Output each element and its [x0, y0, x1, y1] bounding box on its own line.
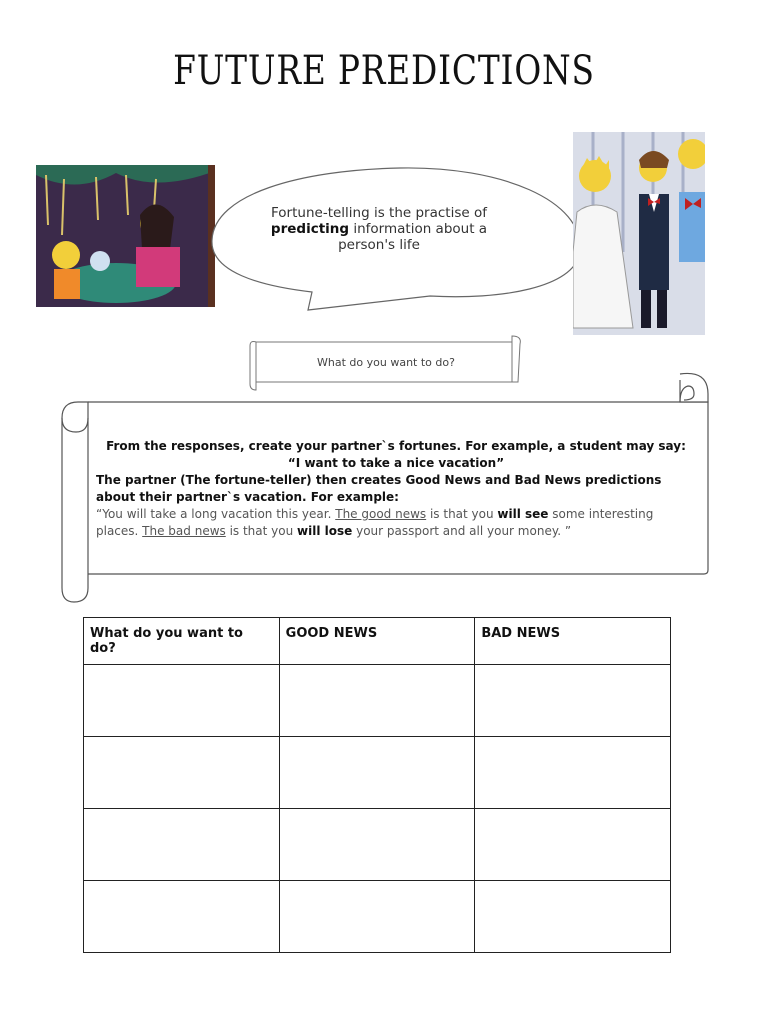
- table-cell[interactable]: [84, 665, 280, 737]
- bubble-bold-word: predicting: [270, 221, 350, 237]
- small-scroll-text: What do you want to do?: [317, 356, 455, 369]
- example-part-5: your passport and all your money. ”: [352, 524, 572, 538]
- table-row: [84, 737, 671, 809]
- example-part-4: is that you: [225, 524, 298, 538]
- table-header-row: [84, 618, 671, 665]
- example-will-see: will see: [497, 507, 549, 521]
- example-part-3: some interesting places.: [96, 507, 654, 538]
- bubble-line-2: information about a: [349, 221, 488, 237]
- table-cell[interactable]: [475, 881, 671, 953]
- table-row: [84, 665, 671, 737]
- fortune-teller-illustration: [36, 165, 215, 307]
- table-cell[interactable]: [84, 737, 280, 809]
- bubble-line-1: Fortune-telling is the practise of: [271, 205, 487, 221]
- table-cell[interactable]: [279, 737, 475, 809]
- header-good-news: GOOD NEWS: [279, 618, 475, 665]
- instructions-example: [96, 506, 696, 540]
- example-good-news: The good news: [335, 507, 427, 521]
- example-part-1: “You will take a long vacation this year.: [96, 507, 336, 521]
- header-bad-news: BAD NEWS: [475, 618, 671, 665]
- instructions-text: [96, 438, 696, 540]
- header-what-do-you-want: What do you want to do?: [84, 618, 280, 665]
- bubble-line-3: person's life: [338, 237, 420, 253]
- table-cell[interactable]: [475, 665, 671, 737]
- predictions-table: [83, 617, 671, 953]
- instructions-line-1: From the responses, create your partner`s fortunes. For example, a student may say:: [106, 439, 686, 453]
- table-cell[interactable]: [279, 665, 475, 737]
- page-title: FUTURE PREDICTIONS: [173, 48, 595, 94]
- wedding-illustration: [573, 132, 705, 335]
- table-row: [84, 809, 671, 881]
- table-cell[interactable]: [475, 737, 671, 809]
- table-cell[interactable]: [279, 881, 475, 953]
- instructions-line-2: “I want to take a nice vacation”: [287, 456, 505, 470]
- instructions-line-3: The partner (The fortune-teller) then creates Good News and Bad News predictions about their partner`s vacation. For example:: [96, 473, 662, 504]
- table-row: [84, 881, 671, 953]
- example-part-2: is that you: [426, 507, 498, 521]
- table-cell[interactable]: [279, 809, 475, 881]
- example-bad-news: The bad news: [142, 524, 226, 538]
- table-cell[interactable]: [475, 809, 671, 881]
- example-will-lose: will lose: [297, 524, 353, 538]
- bubble-text: [262, 205, 496, 253]
- table-cell[interactable]: [84, 809, 280, 881]
- table-cell[interactable]: [84, 881, 280, 953]
